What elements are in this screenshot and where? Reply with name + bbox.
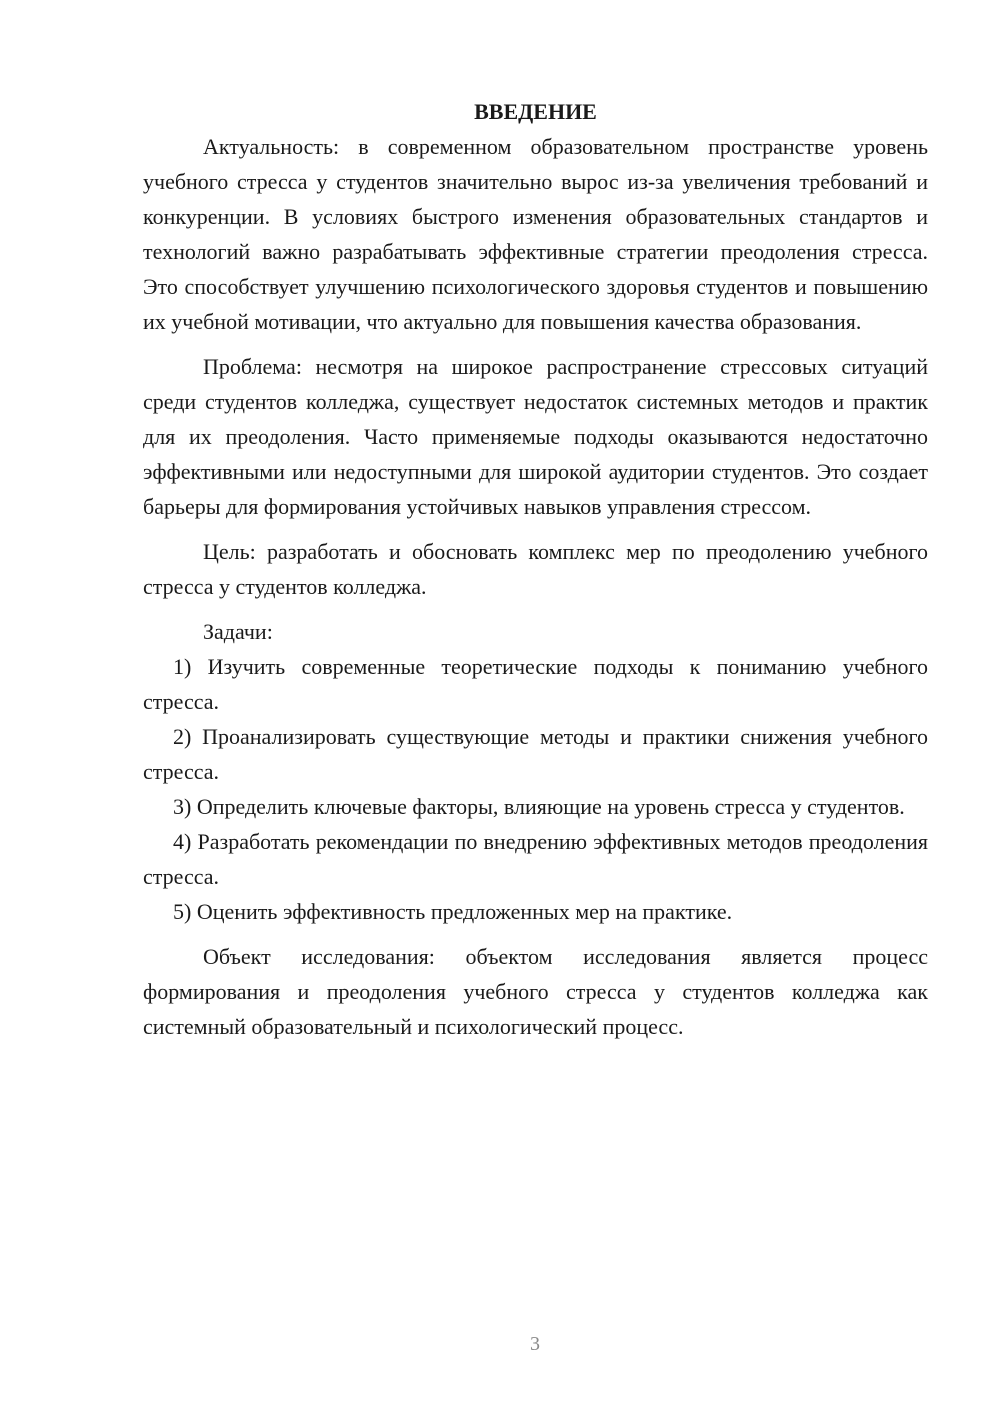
task-item: 5) Оценить эффективность предложенных мер на практике. (173, 899, 733, 924)
task-item: 3) Определить ключевые факторы, влияющие на уровень стресса у студентов. (173, 794, 905, 819)
page-content (143, 94, 928, 1044)
problem-paragraph: Проблема: несмотря на широкое распространение стрессовых ситуаций среди студентов колледжа, существует недостаток системных методов и практик для их преодоления. Часто применяемые подходы оказываются недостаточно эффективными или недоступными для широкой аудитории студентов. Это создает барьеры для формирования устойчивых навыков управления стрессом. (143, 354, 928, 519)
object-paragraph: Объект исследования: объектом исследования является процесс формирования и преодоления учебного стресса у студентов колледжа как системный образовательный и психологический процесс. (143, 944, 928, 1039)
relevance-paragraph: Актуальность: в современном образовательном пространстве уровень учебного стресса у студентов значительно вырос из-за увеличения требований и конкуренции. В условиях быстрого изменения образовательных стандартов и технологий важно разрабатывать эффективные стратегии преодоления стресса. Это способствует улучшению психологического здоровья студентов и повышению их учебной мотивации, что актуально для повышения качества образования. (143, 134, 928, 334)
page-number: 3 (530, 1333, 540, 1355)
task-item: 1) Изучить современные теоретические подходы к пониманию учебного стресса. (143, 654, 928, 714)
tasks-label: Задачи: (203, 619, 273, 644)
task-item: 2) Проанализировать существующие методы и практики снижения учебного стресса. (143, 724, 928, 784)
tasks-list (143, 649, 928, 929)
section-heading: ВВЕДЕНИЕ (474, 99, 597, 124)
task-item: 4) Разработать рекомендации по внедрению эффективных методов преодоления стресса. (143, 829, 928, 889)
goal-paragraph: Цель: разработать и обосновать комплекс мер по преодолению учебного стресса у студентов колледжа. (143, 539, 928, 599)
